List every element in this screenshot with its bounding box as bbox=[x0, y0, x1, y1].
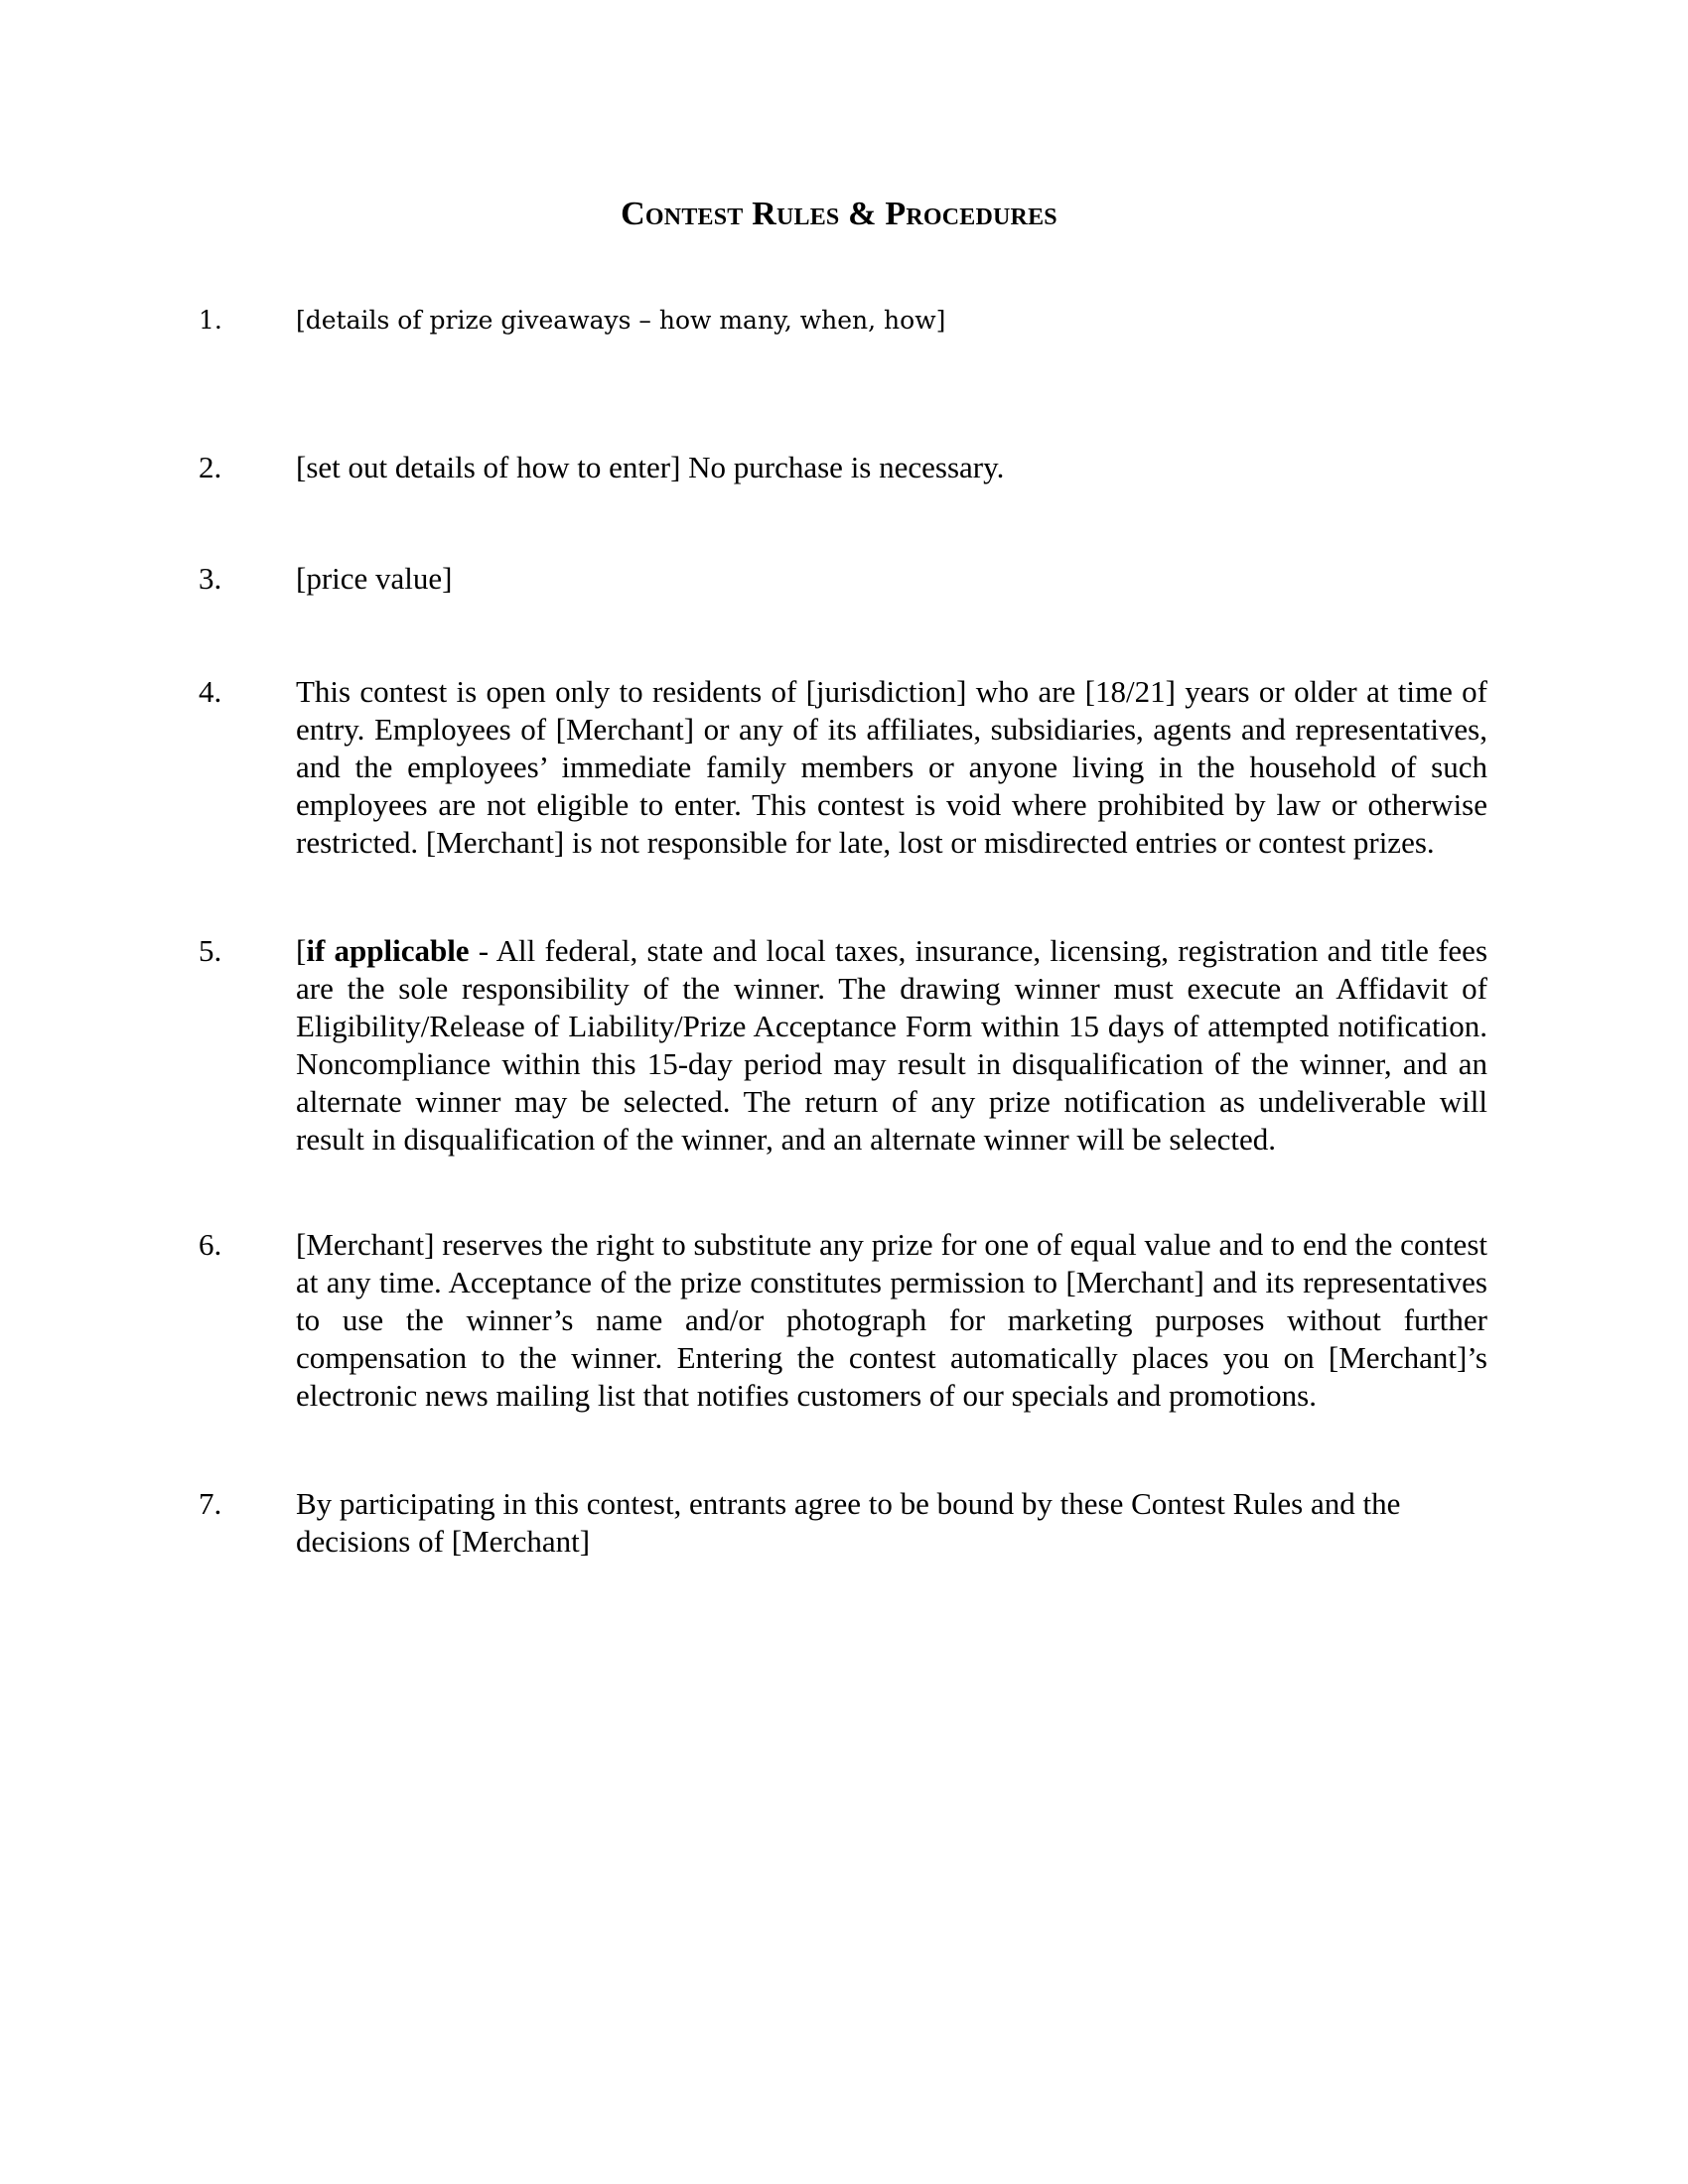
rule-text: [details of prize giveaways – how many, when, how] bbox=[296, 306, 946, 335]
bracket-open: [ bbox=[296, 933, 307, 968]
rule-number: 6. bbox=[199, 1227, 222, 1262]
rule-text: [set out details of how to enter] No purchase is necessary. bbox=[296, 450, 1005, 484]
rule-number: 4. bbox=[199, 674, 222, 709]
rule-text: This contest is open only to residents of [jurisdiction] who are [18/21] years or older at time of entry. Employees of [Merchant] or any of its affiliates, subsidiaries, agents and representatives, and the employees’ immediate family members or anyone living in the household of such employees are not eligible to enter. This contest is void where prohibited by law or otherwise restricted. [Merchant] is not responsible for late, lost or misdirected entries or contest prizes. bbox=[296, 674, 1487, 860]
rule-text bbox=[296, 932, 1487, 1159]
rule-text: By participating in this contest, entrants agree to be bound by these Contest Rules and the decisions of [Merchant] bbox=[296, 1486, 1401, 1559]
rule-text: [price value] bbox=[296, 561, 453, 596]
if-applicable-label: if applicable bbox=[306, 933, 470, 968]
rule-number: 7. bbox=[199, 1486, 222, 1521]
rule-number: 2. bbox=[199, 450, 222, 484]
rule-number: 3. bbox=[199, 561, 222, 596]
page-title: Contest Rules & Procedures bbox=[621, 196, 1057, 232]
rule-text-body: - All federal, state and local taxes, insurance, licensing, registration and title fees are the sole responsibility of the winner. The drawing winner must execute an Affidavit of Eligibility/Release of Liability/Prize Acceptance Form within 15 days of attempted notification. Noncompliance within this 15-day period may result in disqualification of the winner, and an alternate winner may be selected. The return of any prize notification as undeliverable will result in disqualification of the winner, and an alternate winner will be selected. bbox=[296, 933, 1488, 1157]
rule-number: 1. bbox=[199, 306, 222, 335]
rule-text: [Merchant] reserves the right to substitute any prize for one of equal value and to end the contest at any time. Acceptance of the prize constitutes permission to [Merchant] and its representatives to use the winner’s name and/or photograph for marketing purposes without further compensation to the winner. Entering the contest automatically places you on [Merchant]’s electronic news mailing list that notifies customers of our specials and promotions. bbox=[296, 1227, 1487, 1413]
rule-number: 5. bbox=[199, 933, 222, 968]
